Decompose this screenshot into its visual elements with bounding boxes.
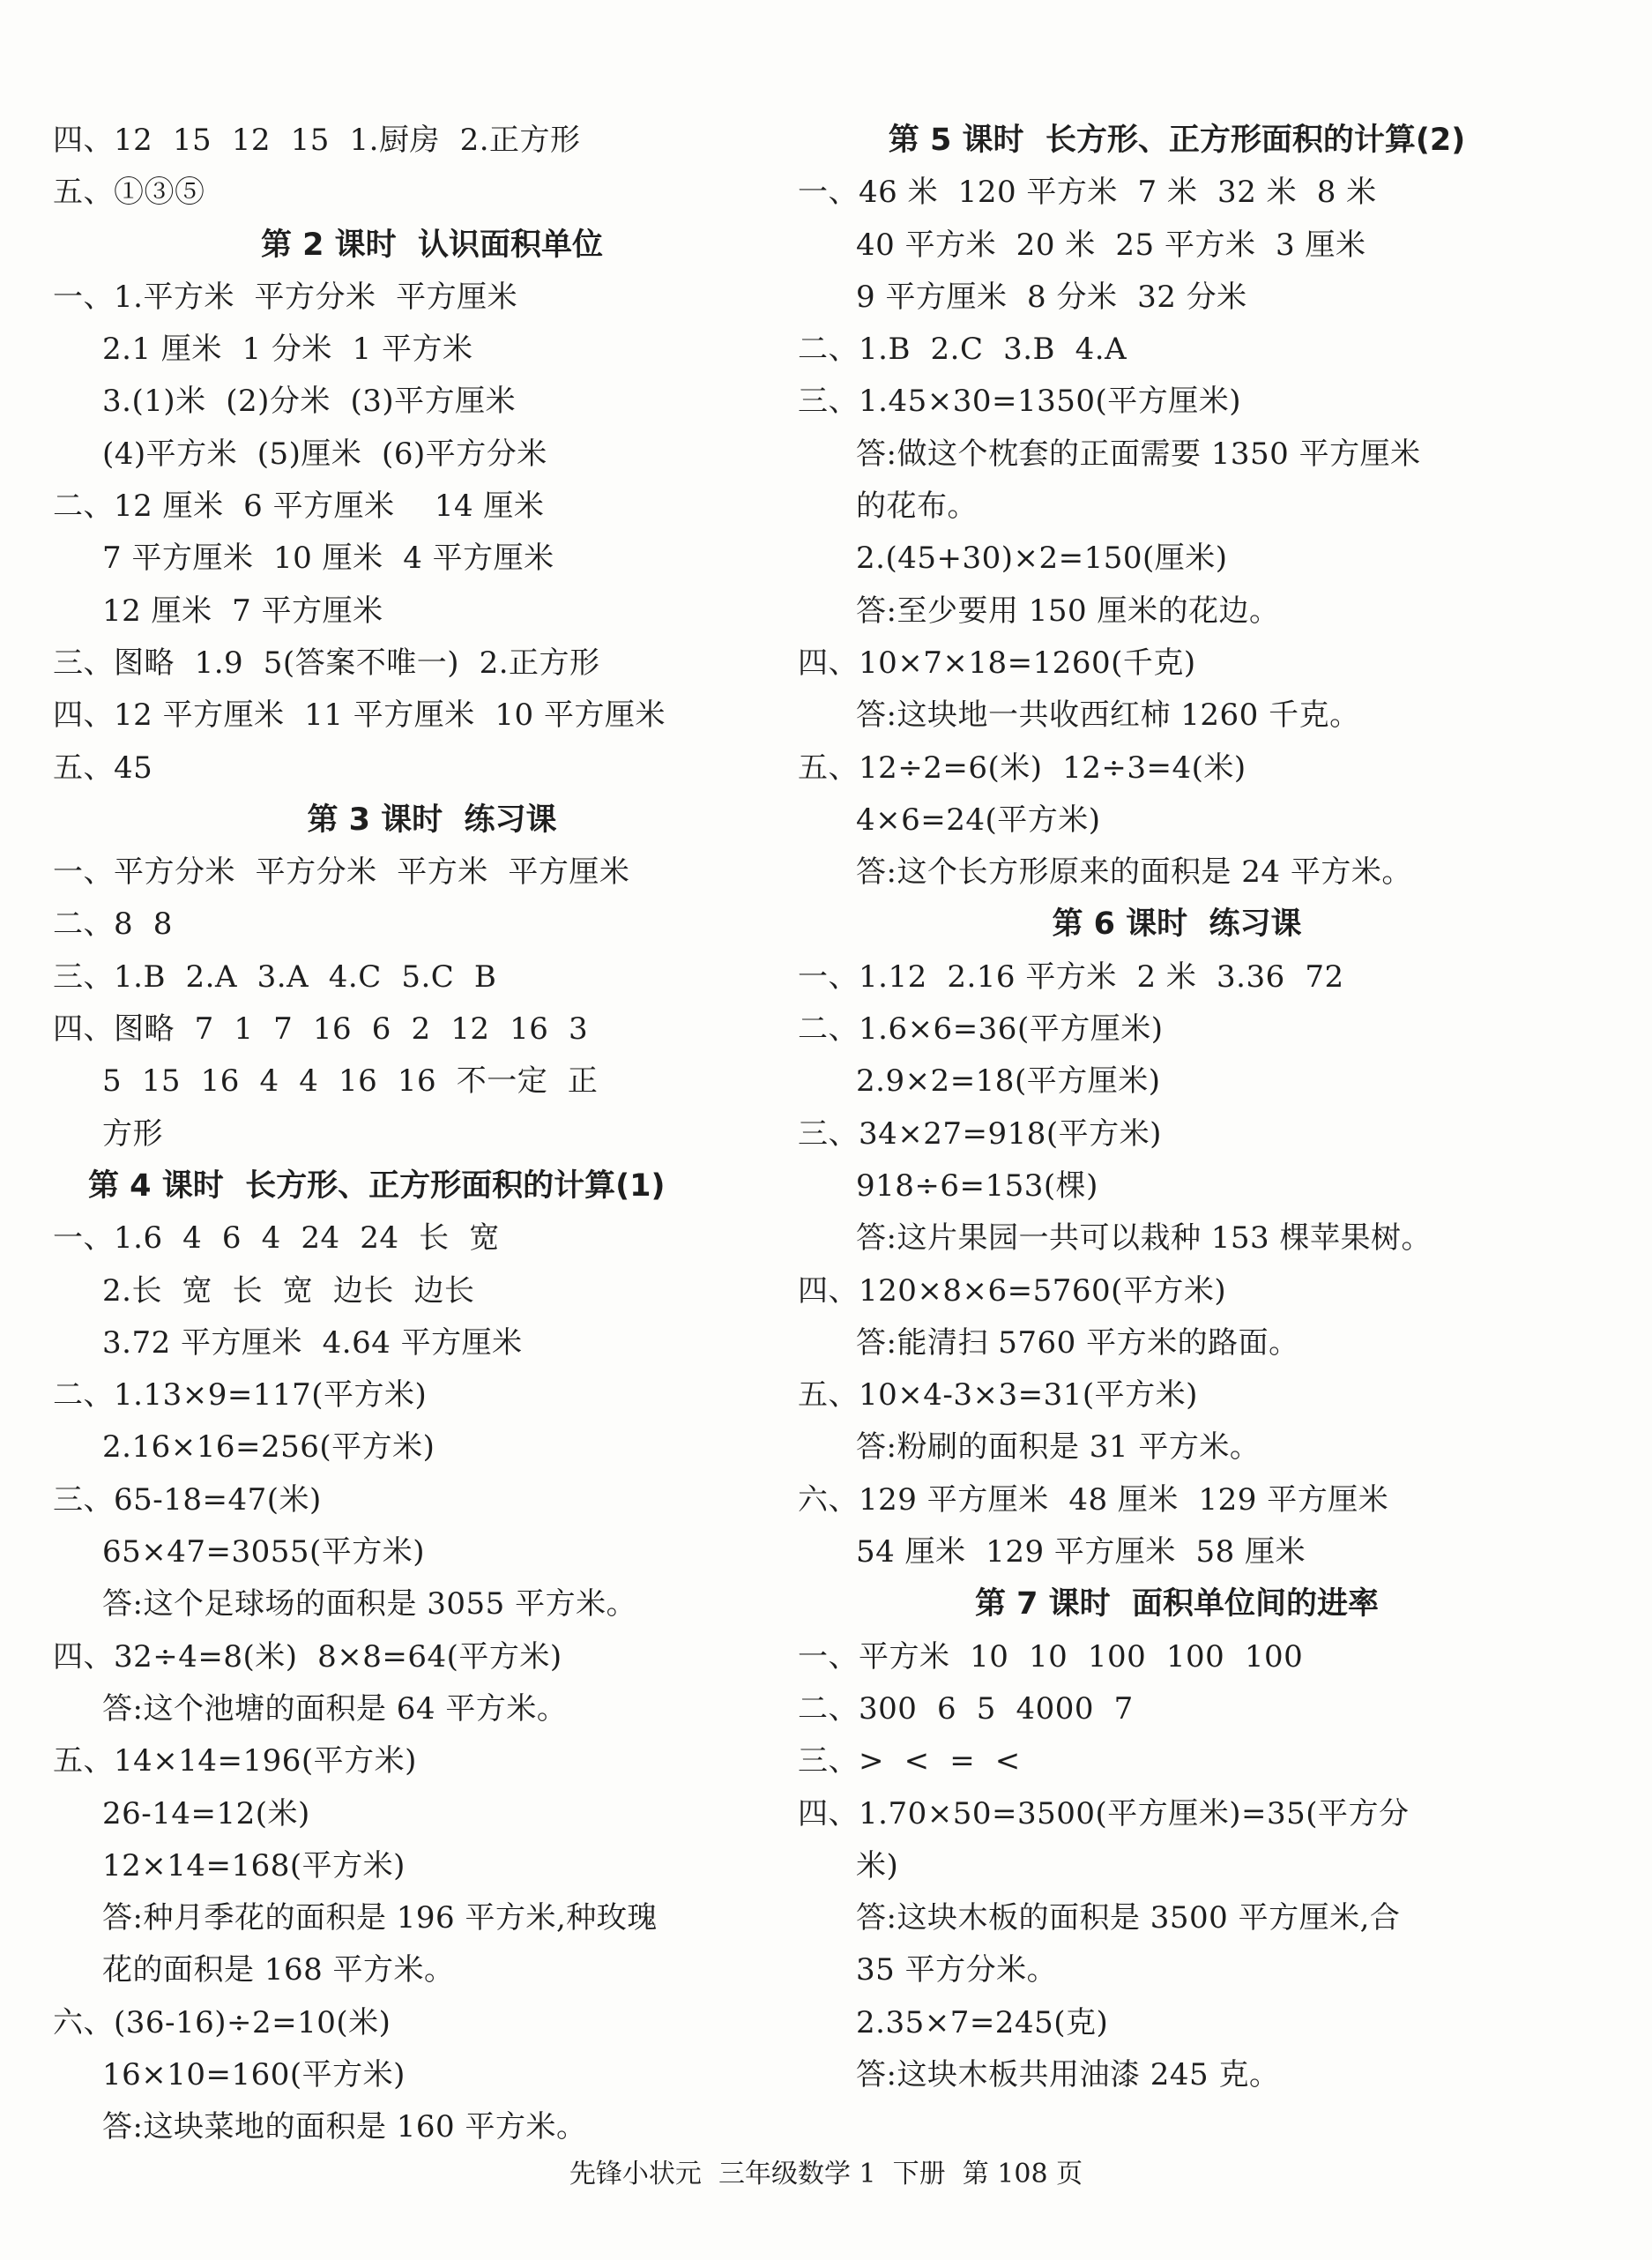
section-heading: 第 2 课时 认识面积单位 bbox=[260, 227, 604, 263]
answer-line: 2.9×2=18(平方厘米) bbox=[856, 1063, 1161, 1100]
answer-line: 二、300 6 5 4000 7 bbox=[798, 1690, 1134, 1727]
answer-line: 5 15 16 4 4 16 16 不一定 正 bbox=[102, 1063, 599, 1100]
answer-line: 答:粉刷的面积是 31 平方米。 bbox=[856, 1429, 1261, 1466]
answer-line: 二、1.6×6=36(平方厘米) bbox=[798, 1011, 1164, 1048]
answer-line: 2.16×16=256(平方米) bbox=[102, 1429, 435, 1466]
answer-line: 答:做这个枕套的正面需要 1350 平方厘米 bbox=[856, 436, 1421, 472]
answer-line: 花的面积是 168 平方米。 bbox=[102, 1952, 455, 1988]
answer-line: 答:这个长方形原来的面积是 24 平方米。 bbox=[856, 854, 1412, 891]
answer-line: 一、平方分米 平方分米 平方米 平方厘米 bbox=[53, 854, 630, 891]
answer-line: 答:这块地一共收西红柿 1260 千克。 bbox=[856, 697, 1360, 734]
answer-line: 五、①③⑤ bbox=[53, 175, 205, 211]
answer-line: 2.1 厘米 1 分米 1 平方米 bbox=[102, 332, 473, 368]
answer-line: 四、12 15 12 15 1.厨房 2.正方形 bbox=[53, 123, 581, 158]
answer-line: 答:这个足球场的面积是 3055 平方米。 bbox=[102, 1586, 637, 1622]
answer-line: 米) bbox=[856, 1847, 899, 1883]
answer-line: 3.72 平方厘米 4.64 平方厘米 bbox=[102, 1324, 523, 1361]
answer-line: 三、65-18=47(米) bbox=[53, 1481, 322, 1518]
answer-line: 二、1.13×9=117(平方米) bbox=[53, 1377, 428, 1413]
answer-line: 2.35×7=245(克) bbox=[856, 2004, 1109, 2040]
answer-line: 六、129 平方厘米 48 厘米 129 平方厘米 bbox=[798, 1481, 1389, 1518]
answer-line: 65×47=3055(平方米) bbox=[102, 1534, 426, 1570]
answer-line: 一、平方米 10 10 100 100 100 bbox=[798, 1638, 1304, 1674]
section-heading: 第 3 课时 练习课 bbox=[307, 802, 557, 838]
answer-line: 答:种月季花的面积是 196 平方米,种玫瑰 bbox=[102, 1900, 658, 1936]
answer-line: 12×14=168(平方米) bbox=[102, 1847, 406, 1883]
answer-line: 35 平方分米。 bbox=[856, 1952, 1058, 1988]
answer-line: 26-14=12(米) bbox=[102, 1795, 310, 1831]
answer-line: 二、8 8 bbox=[53, 906, 173, 943]
answer-line: 答:至少要用 150 厘米的花边。 bbox=[856, 593, 1280, 629]
answer-line: 9 平方厘米 8 分米 32 分米 bbox=[856, 279, 1247, 315]
answer-line: 四、120×8×6=5760(平方米) bbox=[798, 1272, 1227, 1309]
answer-line: 答:这块木板的面积是 3500 平方厘米,合 bbox=[856, 1900, 1401, 1936]
answer-line: 三、1.B 2.A 3.A 4.C 5.C B bbox=[53, 958, 497, 995]
answer-line: 二、1.B 2.C 3.B 4.A bbox=[798, 332, 1127, 368]
answer-line: 三、图略 1.9 5(答案不唯一) 2.正方形 bbox=[53, 645, 600, 681]
answer-line: 三、1.45×30=1350(平方厘米) bbox=[798, 384, 1241, 420]
answer-line: 五、45 bbox=[53, 750, 153, 786]
answer-line: 四、图略 7 1 7 16 6 2 12 16 3 bbox=[53, 1011, 589, 1048]
section-heading: 第 7 课时 面积单位间的进率 bbox=[974, 1586, 1380, 1622]
answer-line: 一、1.平方米 平方分米 平方厘米 bbox=[53, 279, 518, 315]
answer-line: 二、12 厘米 6 平方厘米 14 厘米 bbox=[53, 489, 545, 525]
answer-line: 40 平方米 20 米 25 平方米 3 厘米 bbox=[856, 227, 1366, 263]
answer-line: 五、12÷2=6(米) 12÷3=4(米) bbox=[798, 750, 1246, 786]
answer-line: 三、34×27=918(平方米) bbox=[798, 1115, 1162, 1152]
answer-line: 方形 bbox=[102, 1115, 163, 1152]
answer-line: 四、1.70×50=3500(平方厘米)=35(平方分 bbox=[798, 1795, 1410, 1831]
answer-line: 一、1.12 2.16 平方米 2 米 3.36 72 bbox=[798, 958, 1344, 995]
answer-line: 答:这块菜地的面积是 160 平方米。 bbox=[102, 2109, 587, 2145]
answer-line: 3.(1)米 (2)分米 (3)平方厘米 bbox=[102, 384, 517, 420]
answer-line: 五、10×4-3×3=31(平方米) bbox=[798, 1377, 1198, 1413]
answer-line: 四、32÷4=8(米) 8×8=64(平方米) bbox=[53, 1638, 562, 1674]
answer-line: 三、> < = < bbox=[798, 1743, 1021, 1779]
answer-line: 7 平方厘米 10 厘米 4 平方厘米 bbox=[102, 541, 554, 577]
answer-line: 四、12 平方厘米 11 平方厘米 10 平方厘米 bbox=[53, 697, 666, 734]
answer-line: 答:这个池塘的面积是 64 平方米。 bbox=[102, 1690, 568, 1727]
right-column bbox=[798, 115, 1556, 2101]
section-heading: 第 5 课时 长方形、正方形面积的计算(2) bbox=[888, 123, 1466, 158]
answer-line: 的花布。 bbox=[856, 489, 978, 525]
answer-line: 54 厘米 129 平方厘米 58 厘米 bbox=[856, 1534, 1306, 1570]
answer-line: 918÷6=153(棵) bbox=[856, 1167, 1098, 1204]
answer-line: (4)平方米 (5)厘米 (6)平方分米 bbox=[102, 436, 547, 472]
answer-line: 四、10×7×18=1260(千克) bbox=[798, 645, 1196, 681]
answer-line: 六、(36-16)÷2=10(米) bbox=[53, 2004, 391, 2040]
answer-line: 2.(45+30)×2=150(厘米) bbox=[856, 541, 1228, 577]
answer-line: 4×6=24(平方米) bbox=[856, 802, 1101, 838]
answer-line: 答:这片果园一共可以栽种 153 棵苹果树。 bbox=[856, 1220, 1432, 1257]
left-column bbox=[53, 115, 811, 2154]
section-heading: 第 6 课时 练习课 bbox=[1052, 906, 1302, 943]
answer-line: 2.长 宽 长 宽 边长 边长 bbox=[102, 1272, 475, 1309]
answer-line: 16×10=160(平方米) bbox=[102, 2056, 406, 2092]
answer-line: 一、46 米 120 平方米 7 米 32 米 8 米 bbox=[798, 175, 1377, 211]
answer-line: 五、14×14=196(平方米) bbox=[53, 1743, 417, 1779]
page-footer: 先锋小状元 三年级数学 1 下册 第 108 页 bbox=[569, 2159, 1083, 2189]
answer-line: 答:能清扫 5760 平方米的路面。 bbox=[856, 1324, 1299, 1361]
answer-line: 一、1.6 4 6 4 24 24 长 宽 bbox=[53, 1220, 500, 1257]
answer-line: 答:这块木板共用油漆 245 克。 bbox=[856, 2056, 1280, 2092]
answer-line: 12 厘米 7 平方厘米 bbox=[102, 593, 383, 629]
section-heading: 第 4 课时 长方形、正方形面积的计算(1) bbox=[88, 1167, 666, 1204]
